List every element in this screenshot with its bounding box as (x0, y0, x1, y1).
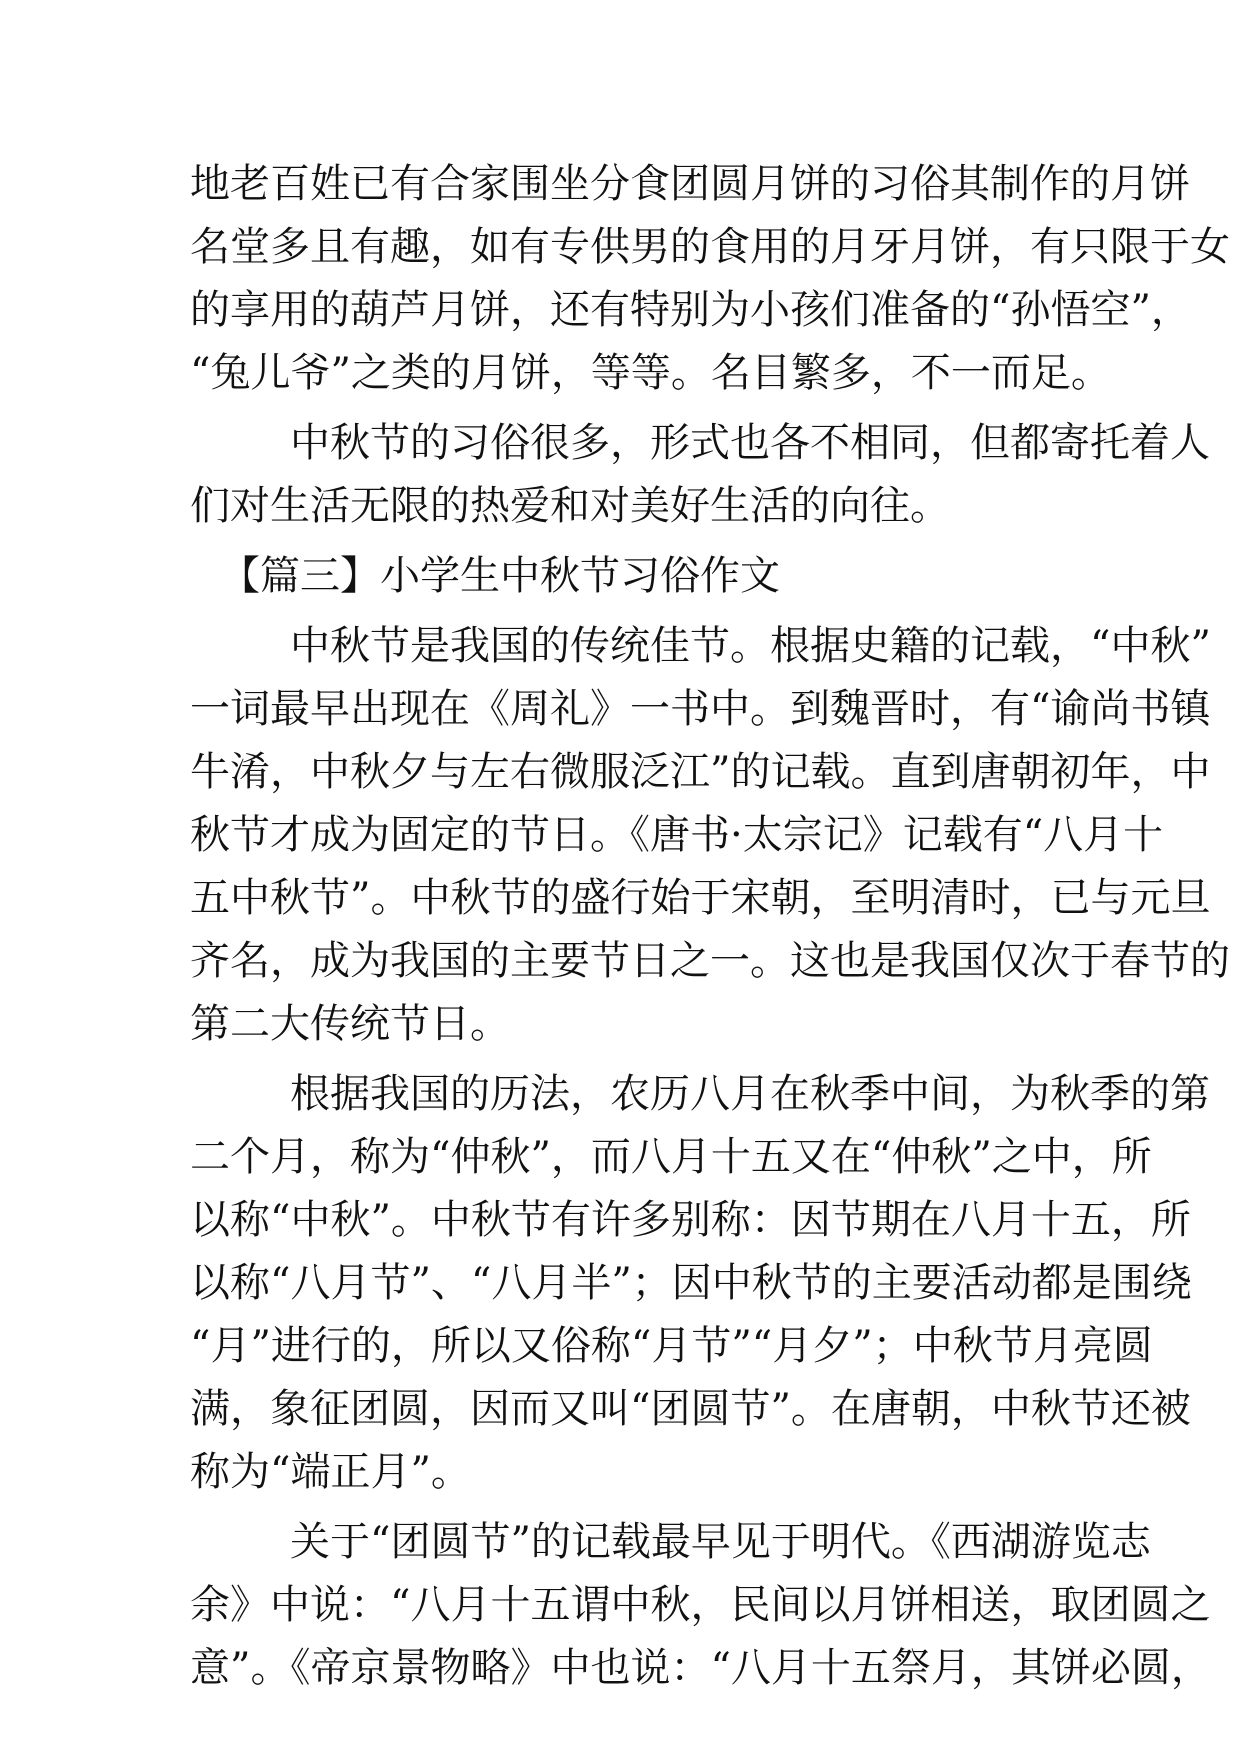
text-line: 意”。《帝京景物略》中也说：“八月十五祭月，其饼必圆， (190, 1645, 1211, 1691)
text-line: 第二大传统节日。 (190, 1001, 510, 1047)
text-line: 满，象征团圆，因而又叫“团圆节”。在唐朝，中秋节还被 (190, 1386, 1191, 1432)
paragraph-mooncake-varieties (190, 153, 1230, 405)
text-line: 秋节才成为固定的节日。《唐书·太宗记》记载有“八月十 (190, 812, 1164, 858)
paragraph-reunion-festival (190, 1511, 1211, 1700)
text-line: “兔儿爷”之类的月饼，等等。名目繁多，不一而足。 (190, 350, 1111, 396)
text-line: 余》中说：“八月十五谓中秋，民间以月饼相送，取团圆之 (190, 1582, 1211, 1628)
text-line: 中秋节的习俗很多，形式也各不相同，但都寄托着人 (290, 420, 1210, 466)
document-body (190, 153, 1230, 1700)
text-line: “月”进行的，所以又俗称“月节”“月夕”；中秋节月亮圆 (190, 1323, 1153, 1369)
text-line: 的享用的葫芦月饼，还有特别为小孩们准备的“孙悟空”， (190, 287, 1191, 333)
text-line: 二个月，称为“仲秋”，而八月十五又在“仲秋”之中，所 (190, 1134, 1152, 1180)
text-line: 以称“中秋”。中秋节有许多别称：因节期在八月十五，所 (190, 1197, 1191, 1243)
text-line: 称为“端正月”。 (190, 1449, 471, 1495)
section-heading: 【篇三】小学生中秋节习俗作文 (220, 553, 780, 599)
paragraph-festival-history (190, 615, 1230, 1056)
paragraph-festival-names (190, 1063, 1210, 1504)
text-line: 地老百姓已有合家围坐分食团圆月饼的习俗其制作的月饼 (190, 161, 1190, 207)
text-line: 一词最早出现在《周礼》一书中。到魏晋时，有“谕尚书镇 (190, 686, 1211, 732)
paragraph-customs-summary (190, 412, 1210, 538)
text-line: 五中秋节”。中秋节的盛行始于宋朝，至明清时，已与元旦 (190, 875, 1211, 921)
text-line: 关于“团圆节”的记载最早见于明代。《西湖游览志 (290, 1519, 1151, 1565)
text-line: 根据我国的历法，农历八月在秋季中间，为秋季的第 (290, 1071, 1210, 1117)
text-line: 中秋节是我国的传统佳节。根据史籍的记载，“中秋” (290, 623, 1211, 669)
text-line: 名堂多且有趣，如有专供男的食用的月牙月饼，有只限于女 (190, 224, 1230, 270)
text-line: 齐名，成为我国的主要节日之一。这也是我国仅次于春节的 (190, 938, 1230, 984)
text-line: 们对生活无限的热爱和对美好生活的向往。 (190, 483, 950, 529)
text-line: 牛淆，中秋夕与左右微服泛江”的记载。直到唐朝初年，中 (190, 749, 1211, 795)
text-line: 以称“八月节”、“八月半”；因中秋节的主要活动都是围绕 (190, 1260, 1192, 1306)
